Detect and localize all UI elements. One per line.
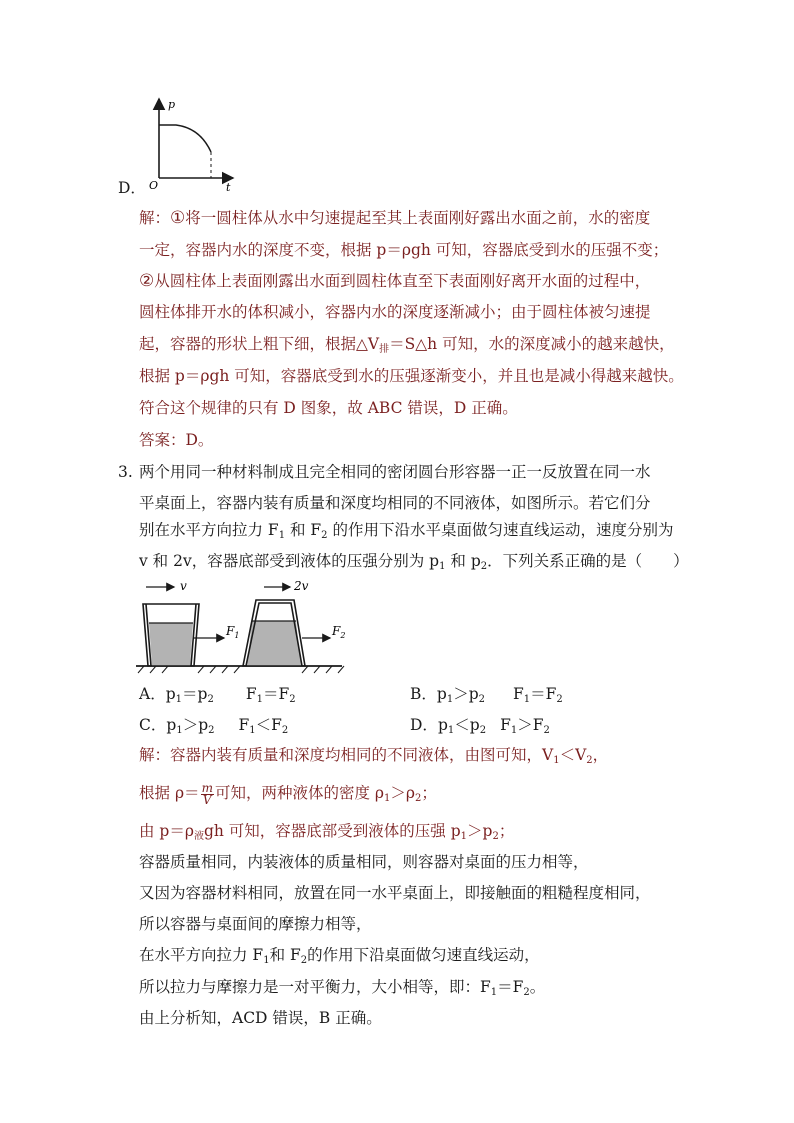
solution2-line5: 起，容器的形状上粗下细，根据$\triangle V_排=S\triangle h$ 可知，水的深度减小的越来越快，	[139, 335, 675, 355]
question3-line3: 别在水平方向拉力 $F_1$ 和 $F_2$ 的作用下沿水平桌面做匀速直线运动，速度分别为	[139, 521, 674, 541]
x-axis-label: t	[226, 181, 231, 194]
force-label-1: $F_1$	[226, 624, 240, 640]
solution2-line1: 解：①将一圆柱体从水中匀速提起至其上表面刚好露出水面之前，水的密度	[139, 208, 651, 228]
solution2-line6: 根据 p＝ρgh 可知，容器底受到水的压强逐渐变小，并且也是减小得越来越快。	[139, 367, 684, 385]
solution2-line4: 圆柱体排开水的体积减小，容器内水的深度逐渐减小；由于圆柱体被匀速提	[139, 303, 651, 321]
option-d[interactable]: D．$p_1<p_2$ $F_1>F_2$	[410, 716, 550, 736]
fraction-m-over-v: $\frac{m}{V}$	[201, 780, 213, 807]
question3-line2: 平桌面上，容器内装有质量和深度均相同的不同液体，如图所示。若它们分	[139, 494, 651, 512]
solution2-line2: 一定，容器内水的深度不变，根据 p＝ρgh 可知，容器底受到水的压强不变；	[139, 241, 669, 259]
y-axis-label: p	[168, 98, 176, 111]
force-label-2: $F_2$	[332, 624, 346, 640]
solution3-line2: 根据 ρ＝ $\frac{m}{V}$ 可知，两种液体的密度 $\rho_1>\rho_2$；	[139, 780, 437, 807]
graph-curve	[159, 125, 211, 152]
solution3-line8: 所以拉力与摩擦力是一对平衡力，大小相等，即：$F_1=F_2$。	[139, 978, 546, 998]
solution2-line3: ②从圆柱体上表面刚露出水面到圆柱体直至下表面刚好离开水面的过程中，	[139, 271, 651, 291]
pressure-time-graph	[140, 94, 240, 196]
option-c[interactable]: C．$p_1>p_2$ $F_1<F_2$	[139, 716, 289, 736]
velocity-label-1: v	[180, 579, 187, 593]
circled-2: ②	[139, 271, 155, 291]
container2-liquid	[247, 621, 301, 666]
solution3-line3: 由 $p=\rho_液gh$ 可知，容器底部受到液体的压强 $p_1>p_2$；	[139, 822, 515, 842]
question3-line4: v 和 2v，容器底部受到液体的压强分别为 $p_1$ 和 $p_2$．下列关系正确的是（ ）	[139, 552, 689, 572]
solution3-line9: 由上分析知，ACD 错误，B 正确。	[139, 1009, 382, 1027]
solution3-line4: 容器质量相同，内装液体的质量相同，则容器对桌面的压力相等，	[139, 853, 589, 871]
option-b[interactable]: B．$p_1>p_2$ $F_1=F_2$	[410, 685, 563, 705]
container1-liquid	[149, 623, 193, 666]
solution2-line7: 符合这个规律的只有 D 图象，故 ABC 错误，D 正确。	[139, 399, 518, 417]
option-d-label: D．	[118, 179, 146, 197]
solution3-line6: 所以容器与桌面间的摩擦力相等，	[139, 915, 372, 933]
solution2-answer: 答案：D。	[139, 431, 214, 449]
velocity-label-2: 2v	[294, 579, 309, 593]
question3-number: 3.	[118, 463, 133, 481]
question3-line1: 两个用同一种材料制成且完全相同的密闭圆台形容器一正一反放置在同一水	[139, 463, 651, 481]
solution3-line7: 在水平方向拉力 $F_1$和 $F_2$的作用下沿桌面做匀速直线运动，	[139, 946, 540, 966]
ground-hatching	[138, 666, 344, 673]
containers-figure	[136, 578, 348, 676]
circled-1: ①	[170, 208, 186, 228]
option-a[interactable]: A．$p_1=p_2$ $F_1=F_2$	[139, 685, 296, 705]
solution3-line5: 又因为容器材料相同，放置在同一水平桌面上，即接触面的粗糙程度相同，	[139, 884, 651, 902]
origin-label: O	[149, 179, 159, 192]
solution3-line1: 解：容器内装有质量和深度均相同的不同液体，由图可知，$V_1<V_2$，	[139, 746, 609, 766]
